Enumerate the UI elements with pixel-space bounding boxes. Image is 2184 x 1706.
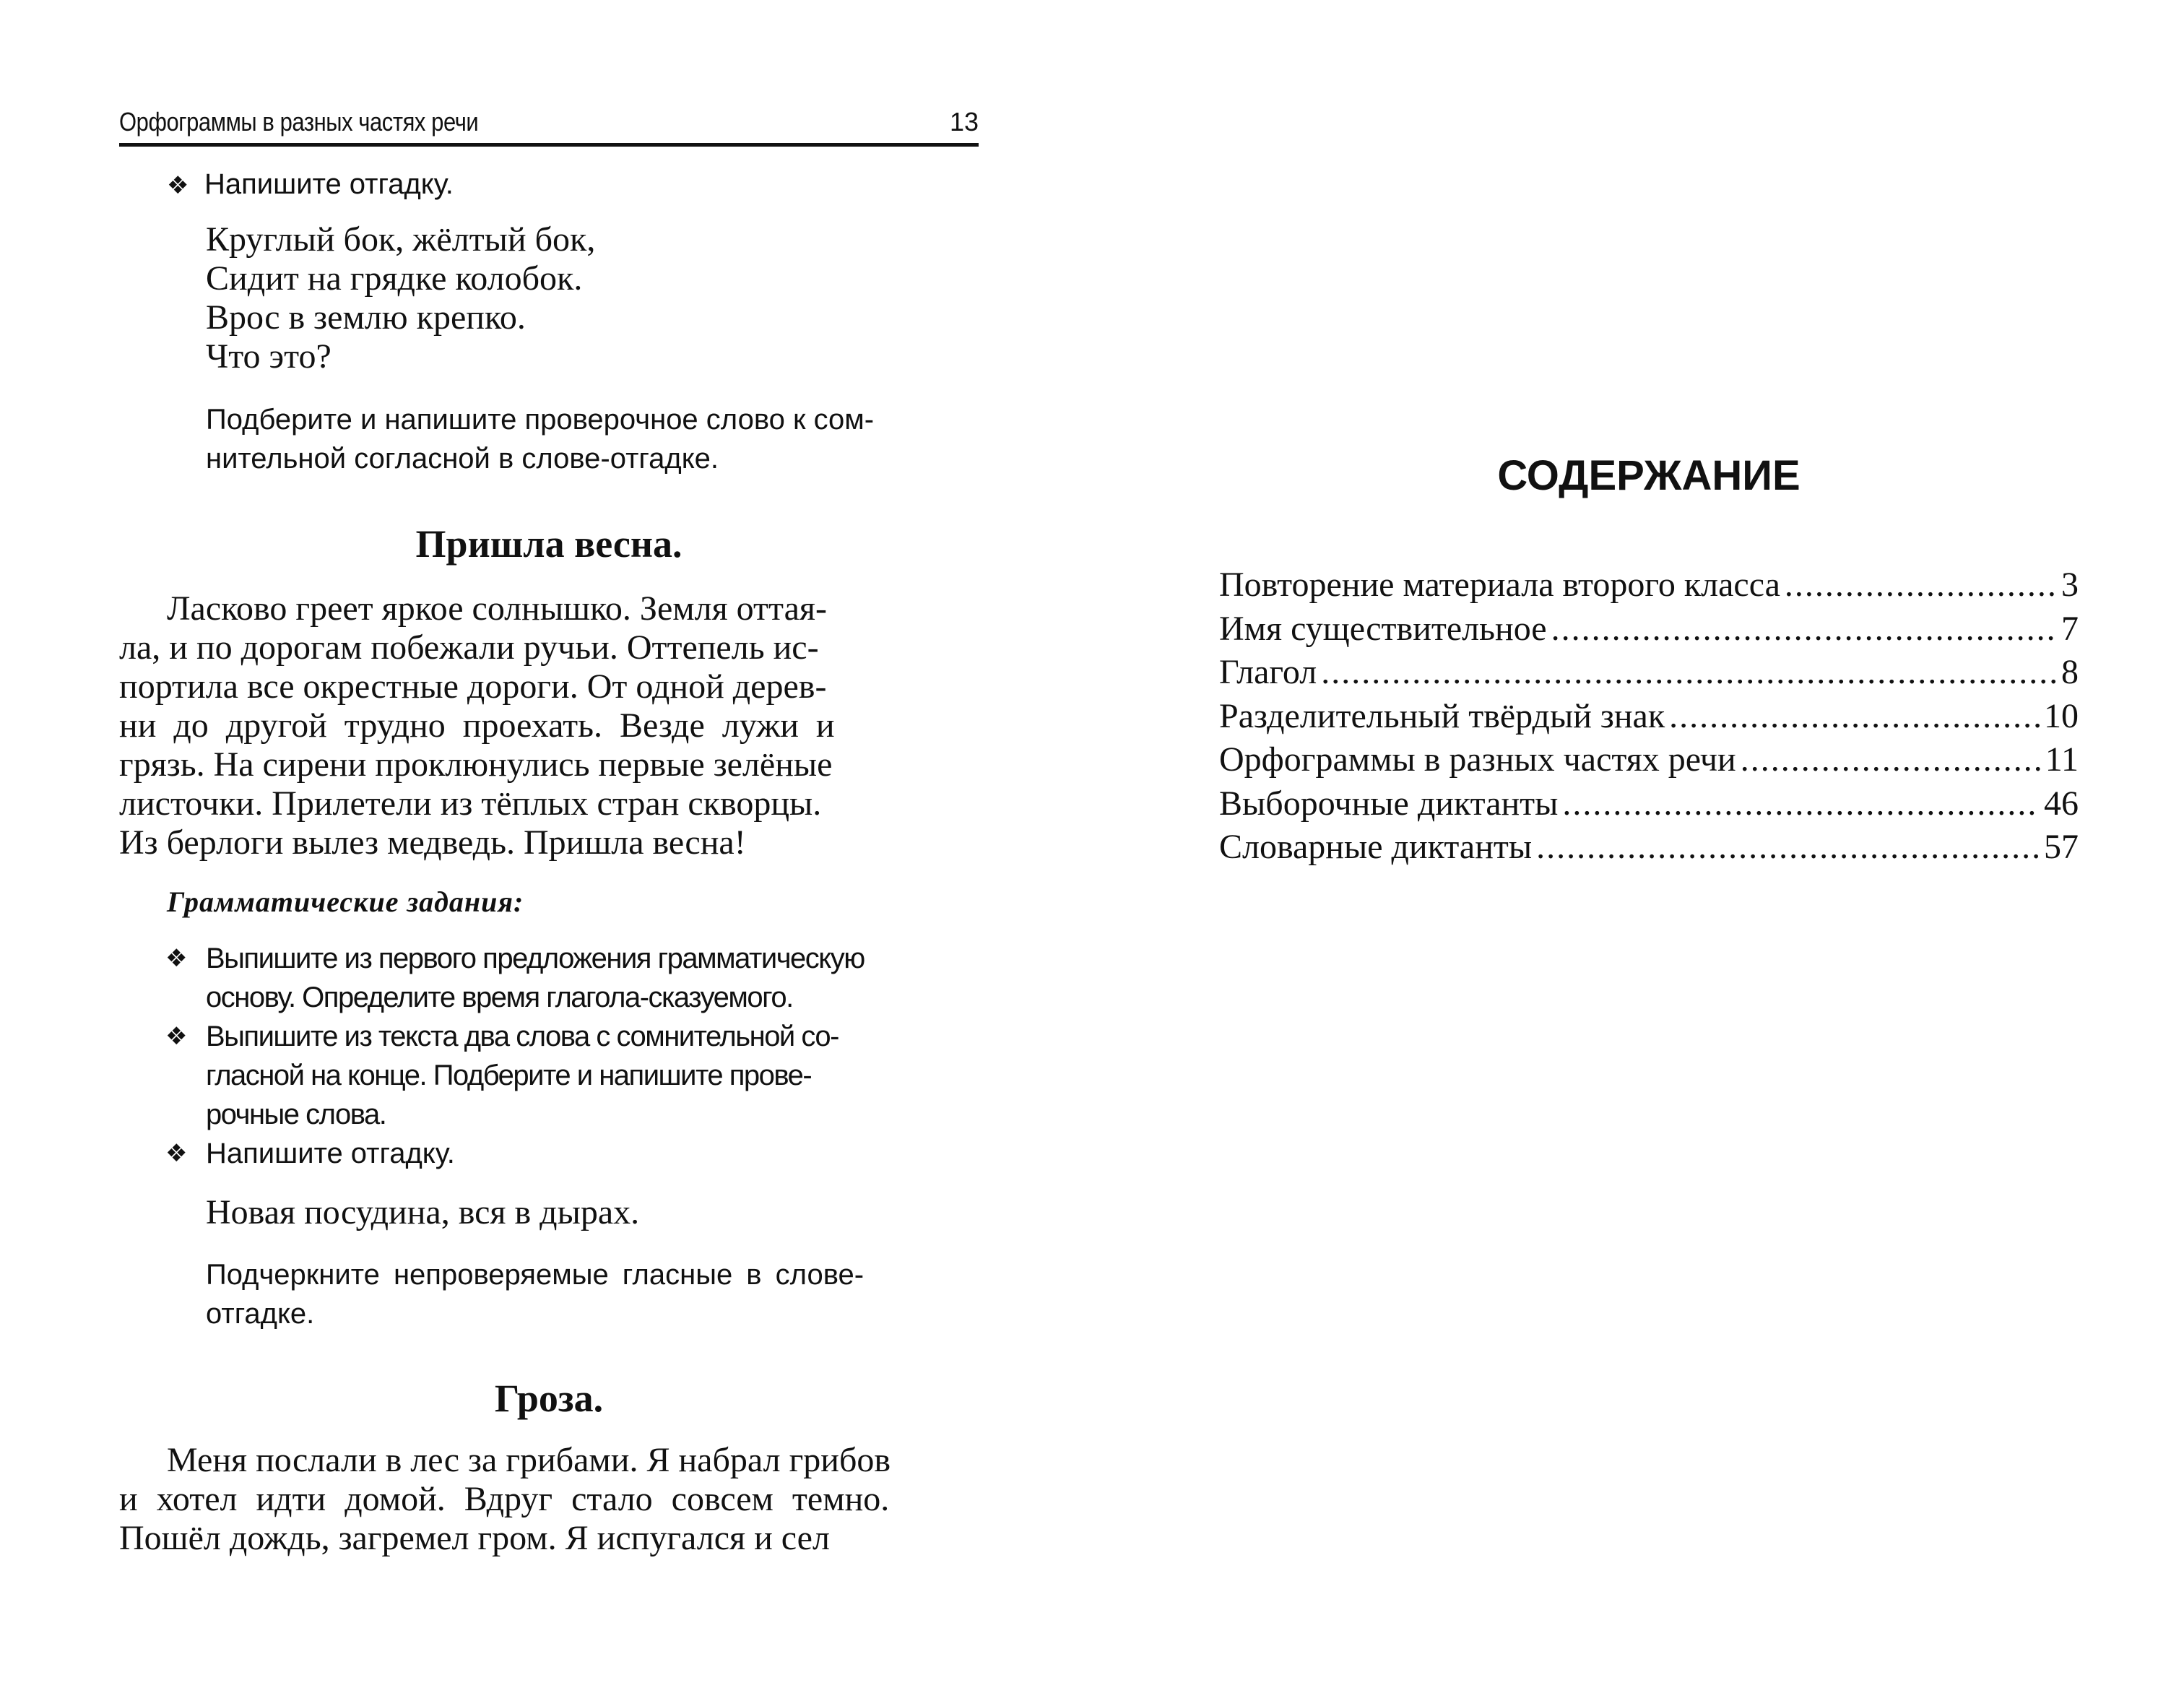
text-line: портила все окрестные дороги. От одной дерев- [119, 667, 827, 706]
poem-line: Что это? [206, 337, 332, 376]
poem-line: Сидит на грядке колобок. [206, 259, 583, 298]
toc-entry[interactable] [1219, 607, 2079, 651]
task-line: Напишите отгадку. [206, 1138, 455, 1169]
text-line: Меня послали в лес за грибами. Я набрал грибов [167, 1441, 891, 1479]
grammar-tasks-heading: Грамматические задания: [167, 886, 524, 918]
task-riddle-1 [119, 165, 1026, 205]
table-of-contents [1219, 563, 2079, 870]
task-line: гласной на конце. Подберите и напишите прове- [206, 1060, 812, 1091]
toc-entry-page: 7 [2061, 609, 2079, 648]
leader-dots [1741, 738, 2041, 782]
toc-entry[interactable] [1219, 563, 2079, 607]
toc-entry-label: Выборочные диктанты [1219, 784, 1559, 823]
toc-entry-page: 57 [2044, 828, 2079, 866]
riddle-poem [119, 220, 1065, 376]
toc-entry-page: 8 [2061, 653, 2079, 691]
toc-entry[interactable] [1219, 738, 2079, 782]
text-line: ни до другой трудно проехать. Везде лужи и [119, 706, 835, 745]
toc-entry[interactable] [1219, 782, 2079, 826]
diamond-bullet-icon: ❖ [165, 1140, 188, 1167]
running-head [119, 107, 979, 139]
toc-entry-label: Словарные диктанты [1219, 828, 1533, 866]
toc-title: СОДЕРЖАНИЕ [1497, 452, 1800, 499]
leader-dots [1785, 563, 2057, 607]
text-line: листочки. Прилетели из тёплых стран скворцы. [119, 784, 822, 823]
leader-dots [1536, 826, 2040, 870]
text-line: грязь. На сирени проклюнулись первые зелёные [119, 745, 833, 784]
toc-entry-page: 11 [2045, 740, 2079, 779]
text-line: ла, и по дорогам побежали ручьи. Оттепель ис- [119, 628, 819, 667]
dictation-text-spring [119, 589, 979, 862]
grammar-task [119, 939, 979, 1017]
page-number: 13 [949, 107, 979, 137]
toc-entry-page: 3 [2061, 566, 2079, 604]
text-line: Пошёл дождь, загремел гром. Я испугался и сел [119, 1519, 830, 1557]
section-title-storm: Гроза. [494, 1377, 604, 1420]
diamond-bullet-icon: ❖ [167, 172, 189, 199]
note-line: нительной согласной в слове-отгадке. [206, 443, 719, 475]
instruction-note-1 [119, 400, 1065, 478]
grammar-task-list [119, 939, 979, 1173]
toc-entry-label: Повторение материала второго класса [1219, 566, 1780, 604]
riddle-line: Новая посудина, вся в дырах. [206, 1193, 640, 1231]
grammar-task [119, 1017, 979, 1134]
running-head-title: Орфограммы в разных частях речи [119, 107, 479, 137]
left-page [119, 0, 979, 1706]
toc-entry-page: 10 [2044, 696, 2079, 735]
dictation-text-storm [119, 1441, 979, 1558]
text-line: Из берлоги вылез медведь. Пришла весна! [119, 823, 746, 862]
leader-dots [1669, 695, 2040, 739]
diamond-bullet-icon: ❖ [165, 1023, 186, 1050]
note-line: отгадке. [206, 1298, 315, 1330]
poem-line: Круглый бок, жёлтый бок, [206, 220, 596, 259]
instruction-note-2 [119, 1255, 1065, 1333]
note-line: Подберите и напишите проверочное слово к сом- [206, 404, 875, 436]
text-line: Ласково греет яркое солнышко. Земля оттая- [167, 589, 827, 628]
toc-entry-label: Орфограммы в разных частях речи [1219, 740, 1736, 779]
toc-entry[interactable] [1219, 651, 2079, 695]
diamond-bullet-icon: ❖ [165, 945, 186, 972]
task-line: рочные слова. [206, 1099, 386, 1130]
toc-entry[interactable] [1219, 826, 2079, 870]
poem-line: Врос в землю крепко. [206, 298, 526, 337]
task-line: основу. Определите время глагола-сказуемого. [206, 982, 793, 1013]
toc-entry[interactable] [1219, 695, 2079, 739]
toc-entry-label: Глагол [1219, 653, 1317, 691]
task-line: Выпишите из первого предложения грамматическую [206, 943, 864, 974]
header-rule [119, 143, 979, 147]
task-line: Выпишите из текста два слова с сомнительной со- [206, 1021, 838, 1052]
leader-dots [1551, 607, 2057, 651]
leader-dots [1562, 782, 2040, 826]
toc-entry-label: Имя существительное [1219, 609, 1547, 648]
leader-dots [1321, 651, 2057, 695]
grammar-task [119, 1134, 979, 1173]
section-title-spring: Пришла весна. [415, 522, 682, 566]
toc-entry-label: Разделительный твёрдый знак [1219, 696, 1665, 735]
text-line: и хотел идти домой. Вдруг стало совсем темно. [119, 1480, 890, 1518]
task-text: Напишите отгадку. [204, 168, 454, 200]
right-page [1219, 0, 2079, 1706]
note-line: Подчеркните непроверяемые гласные в слове- [206, 1259, 864, 1291]
toc-entry-page: 46 [2044, 784, 2079, 823]
